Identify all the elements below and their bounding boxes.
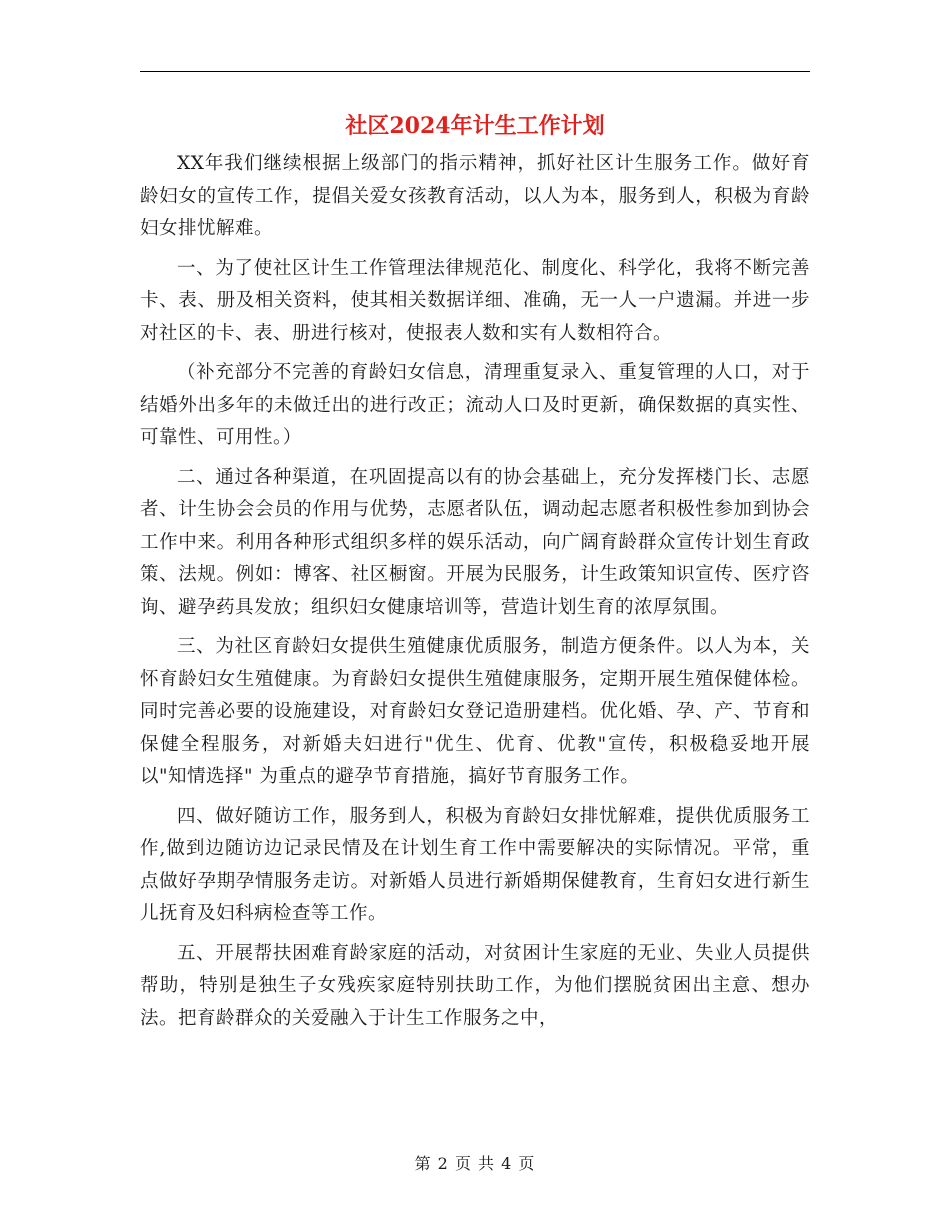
paragraph-section-3: 三、为社区育龄妇女提供生殖健康优质服务，制造方便条件。以人为本，关怀育龄妇女生殖健康。为育龄妇女提供生殖健康服务，定期开展生殖保健体检。同时完善必要的设施建设，对育龄妇女登记造册建档。优化婚、孕、产、节育和保健全程服务，对新婚夫妇进行"优生、优育、优教"宣传，积极稳妥地开展以"知情选择" 为重点的避孕节育措施，搞好节育服务工作。 [140,636,810,787]
paragraph-intro: XX年我们继续根据上级部门的指示精神，抓好社区计生服务工作。做好育龄妇女的宣传工作，提倡关爱女孩教育活动，以人为本，服务到人，积极为育龄妇女排忧解难。 [140,153,810,239]
paragraph-section-1: 一、为了使社区计生工作管理法律规范化、制度化、科学化，我将不断完善卡、表、册及相关资料，使其相关数据详细、准确，无一人一户遗漏。并进一步对社区的卡、表、册进行核对，使报表人数和实有人数相符合。 [140,257,810,344]
paragraph-section-5: 五、开展帮扶困难育龄家庭的活动，对贫困计生家庭的无业、失业人员提供帮助，特别是独生子女残疾家庭特别扶助工作，为他们摆脱贫困出主意、想办法。把育龄群众的关爱融入于计生工作服务之中， [140,942,810,1029]
document-body [140,148,810,1042]
paragraph-section-2: 二、通过各种渠道，在巩固提高以有的协会基础上，充分发挥楼门长、志愿者、计生协会会员的作用与优势，志愿者队伍，调动起志愿者积极性参加到协会工作中来。利用各种形式组织多样的娱乐活动，向广阔育龄群众宣传计划生育政策、法规。例如：博客、社区橱窗。开展为民服务，计生政策知识宣传、医疗咨询、避孕药具发放；组织妇女健康培训等，营造计划生育的浓厚氛围。 [140,466,810,618]
paragraph-section-4: 四、做好随访工作，服务到人，积极为育龄妇女排忧解难，提供优质服务工作,做到边随访边记录民情及在计划生育工作中需要解决的实际情况。平常，重点做好孕期孕情服务走访。对新婚人员进行新婚期保健教育，生育妇女进行新生儿抚育及妇科病检查等工作。 [140,805,810,924]
document-title: 社区2024年计生工作计划 [345,113,605,139]
page-footer: 第 2 页 共 4 页 [414,1154,536,1173]
paragraph-supplement: （补充部分不完善的育龄妇女信息，清理重复录入、重复管理的人口，对于结婚外出多年的未做迁出的进行改正；流动人口及时更新，确保数据的真实性、可靠性、可用性。） [140,362,810,448]
header-rule [140,71,810,72]
